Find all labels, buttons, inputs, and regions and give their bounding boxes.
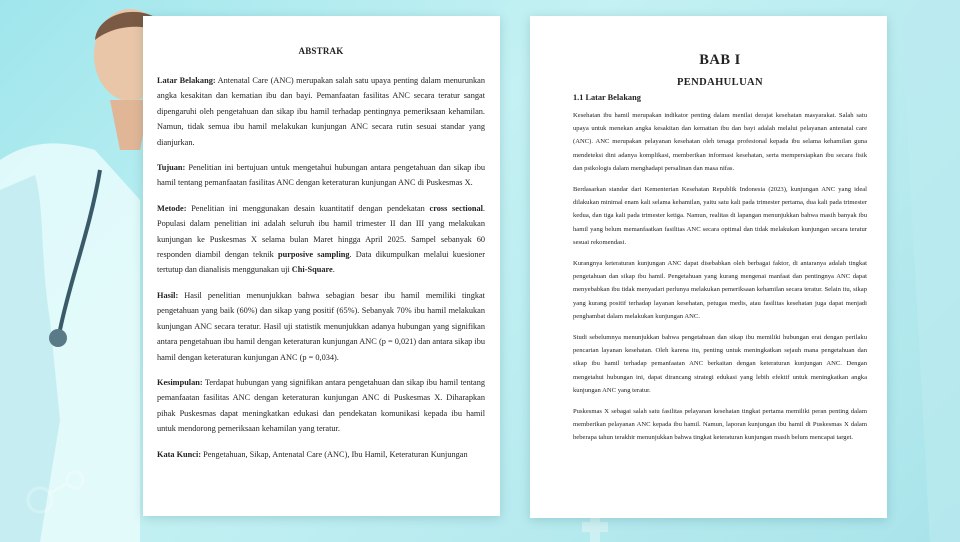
section-heading: 1.1 Latar Belakang [573, 93, 641, 102]
body-paragraph: Kesehatan ibu hamil merupakan indikator penting dalam menilai derajat kesehatan masyarakat. Salah satu upaya untuk menekan angka kesakitan dan kematian ibu dan bayi adalah melalui pelayanan antenatal care (ANC). ANC merupakan pelayanan kesehatan oleh tenaga profesional kepada ibu selama kehamilan guna mendeteksi dini adanya komplikasi, memberikan informasi kesehatan, serta mempersiapkan ibu secara fisik dan psikologis dalam menghadapi persalinan dan masa nifas. [573, 112, 867, 172]
background-text: Antenatal Care (ANC) merupakan salah satu upaya penting dalam menurunkan angka kesakitan dan kematian ibu dan bayi. Pemanfaatan fasilitas ANC secara teratur sangat dipengaruhi oleh pengetahuan dan sikap ibu hamil terhadap pentingnya pemeriksaan kehamilan. Namun, tidak semua ibu hamil melakukan kunjungan ANC secara rutin sesuai standar yang dianjurkan. [157, 76, 485, 147]
medical-cross-icon [582, 515, 608, 542]
method-text: Penelitian ini menggunakan desain kuantitatif dengan pendekatan [186, 203, 430, 213]
body-paragraph: Studi sebelumnya menunjukkan bahwa pengetahuan dan sikap ibu memiliki hubungan erat dengan perilaku pencarian layanan kesehatan. Oleh karena itu, penting untuk meningkatkan sejauh mana pengetahuan dan sikap ibu hamil terhadap pemanfaatan ANC berkaitan dengan keteraturan kunjungan ANC. Dengan mengetahui hubungan ini, dapat dirancang strategi edukasi yang lebih efektif untuk meningkatkan angka kunjungan ANC yang teratur. [573, 334, 867, 394]
aim-label: Tujuan: [157, 163, 186, 173]
keywords-paragraph [157, 447, 485, 462]
abstract-title: ABSTRAK [298, 46, 344, 56]
body-paragraph: Berdasarkan standar dari Kementerian Kesehatan Republik Indonesia (2023), kunjungan ANC yang ideal dilakukan minimal enam kali selama kehamilan, yaitu satu kali pada trimester pertama, dua kali pada trimester kedua, dan tiga kali pada trimester ketiga. Namun, realitas di lapangan menunjukkan bahwa masih banyak ibu hamil yang belum memanfaatkan fasilitas ANC secara optimal dan tidak melakukan kunjungan secara teratur sesuai rekomendasi. [573, 186, 867, 246]
chapter-page [530, 16, 887, 518]
method-paragraph [157, 201, 485, 278]
conclusion-paragraph [157, 375, 485, 437]
method-text: . [332, 265, 335, 275]
background-paragraph [157, 73, 485, 150]
method-text: . Data dikumpulkan melalui kuesioner tertutup dan dianalisis menggunakan uji [157, 250, 486, 275]
aim-text: Penelitian ini bertujuan untuk mengetahui hubungan antara pengetahuan dan sikap ibu hamil tentang pemanfaatan fasilitas ANC dengan keteraturan kunjungan ANC di Puskesmas X. [157, 163, 485, 188]
keywords-text: Pengetahuan, Sikap, Antenatal Care (ANC), Ibu Hamil, Keteraturan Kunjungan [201, 449, 468, 459]
abstract-page [143, 16, 500, 516]
results-text: Hasil penelitian menunjukkan bahwa sebagian besar ibu hamil memiliki tingkat pengetahuan yang baik (60%) dan sikap yang positif (65%). Sebanyak 70% ibu hamil melakukan kunjungan ANC secara teratur. Hasil uji statistik menunjukkan adanya hubungan yang signifikan antara pengetahuan ibu hamil dengan keteraturan kunjungan ANC (p = 0,021) dan antara sikap ibu hamil dengan keteraturan kunjungan ANC (p = 0,034). [157, 290, 485, 362]
aim-paragraph [157, 160, 485, 191]
background-label: Latar Belakang: [157, 76, 216, 85]
keywords-label: Kata Kunci: [157, 449, 202, 459]
method-text: . Populasi dalam penelitian ini adalah seluruh ibu hamil trimester II dan III yang melakukan kunjungan ke Puskesmas X selama bulan Maret hingga April 2025. Sampel sebanyak 60 responden diambil dengan teknik [157, 203, 485, 260]
method-label: Metode: [157, 203, 187, 213]
chapter-title: PENDAHULUAN [676, 77, 764, 88]
method-bold-term: purposive sampling [277, 250, 350, 260]
chapter-number: BAB I [699, 52, 741, 68]
method-bold-term: cross sectional [429, 203, 483, 213]
conclusion-text: Terdapat hubungan yang signifikan antara pengetahuan dan sikap ibu hamil tentang pemanfaatan fasilitas ANC dengan keteraturan kunjungan ANC di Puskesmas X. Diharapkan pihak Puskesmas dapat meningkatkan edukasi dan pendekatan komunikasi kepada ibu hamil untuk mendorong pemeriksaan kehamilan yang teratur. [157, 377, 485, 434]
body-paragraph: Kurangnya keteraturan kunjungan ANC dapat disebabkan oleh berbagai faktor, di antaranya adalah tingkat pengetahuan dan sikap ibu hamil. Pengetahuan yang kurang mengenai manfaat dan pentingnya ANC dapat menyebabkan ibu tidak menyadari perlunya melakukan pemeriksaan kehamilan secara teratur. Selain itu, sikap yang kurang positif terhadap layanan kesehatan, petugas medis, atau fasilitas kesehatan juga dapat menjadi penghambat dalam melakukan kunjungan ANC. [573, 260, 867, 320]
results-label: Hasil: [157, 290, 179, 300]
results-paragraph [157, 288, 485, 365]
body-paragraph: Puskesmas X sebagai salah satu fasilitas pelayanan kesehatan tingkat pertama memiliki peran penting dalam memberikan pelayanan ANC kepada ibu hamil. Namun, laporan kunjungan ibu hamil di Puskesmas X dalam beberapa tahun terakhir menunjukkan bahwa tingkat keteraturan kunjungan masih belum mencapai target. [573, 408, 867, 442]
conclusion-label: Kesimpulan: [157, 377, 203, 387]
method-bold-term: Chi-Square [291, 265, 333, 275]
